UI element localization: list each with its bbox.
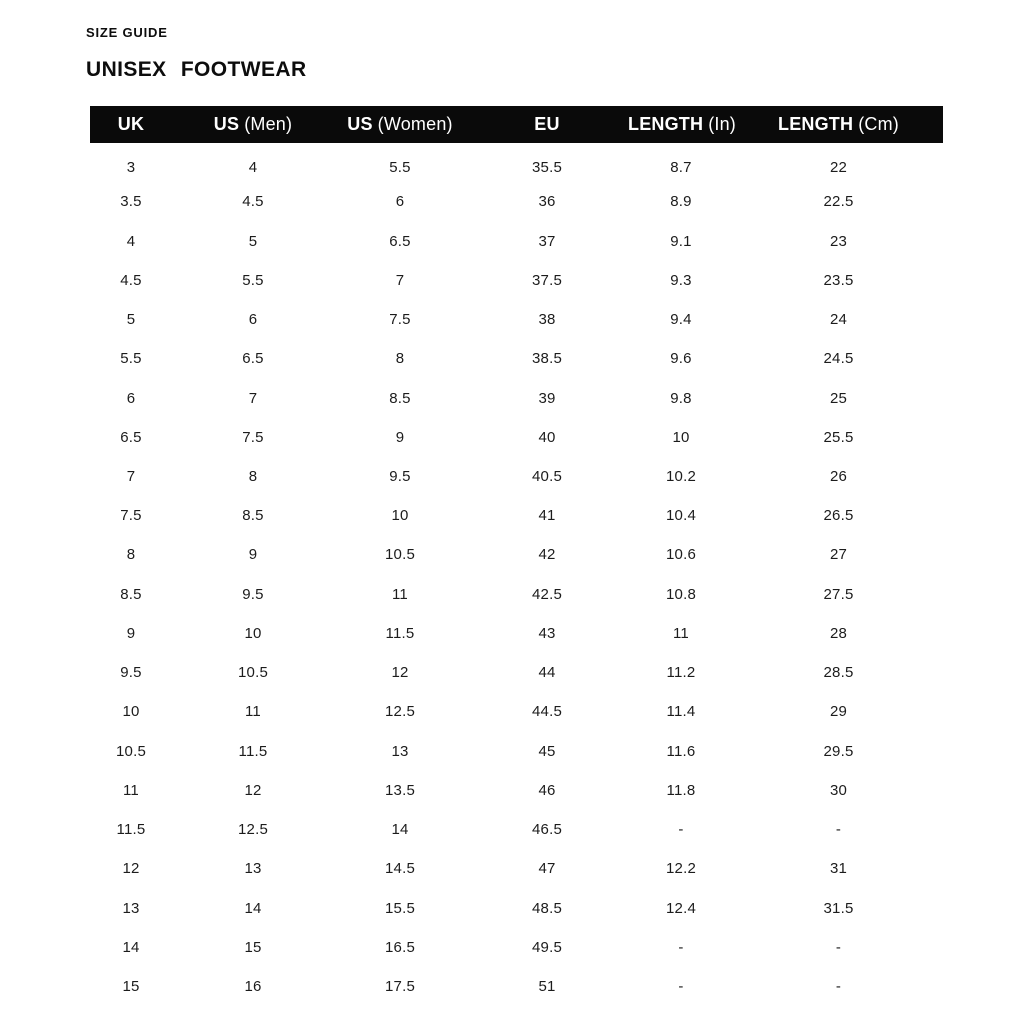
table-cell: 42 (538, 546, 556, 564)
table-cell: 40.5 (532, 467, 562, 485)
table-cell: 3 (126, 158, 136, 176)
table-cell: 9.5 (242, 585, 264, 603)
table-cell: - (678, 938, 684, 956)
table-cell: 9 (248, 546, 258, 564)
table-cell: 12.4 (666, 899, 696, 917)
table-cell: 3.5 (120, 193, 142, 211)
table-cell: 8 (395, 350, 405, 368)
table-cell: 11 (245, 703, 261, 721)
table-cell: 7 (395, 271, 405, 289)
column-header-eu (466, 106, 628, 143)
table-cell: 4.5 (242, 193, 264, 211)
table-cell: 43 (538, 624, 556, 642)
table-cell: 5 (126, 311, 136, 329)
table-cell: 38.5 (532, 350, 562, 368)
table-cell: 42.5 (532, 585, 562, 603)
table-cell: 6.5 (242, 350, 264, 368)
table-cell: 22.5 (823, 193, 854, 211)
table-cell: 39 (538, 389, 556, 407)
table-row (90, 692, 943, 731)
table-cell: 23 (829, 232, 848, 250)
column-header-us-men (172, 106, 334, 143)
table-cell: 8.5 (389, 389, 411, 407)
table-row (90, 418, 943, 457)
table-cell: 15.5 (385, 899, 415, 917)
table-cell: 10 (391, 507, 409, 525)
size-table (90, 106, 943, 1006)
table-cell: 12 (122, 860, 140, 878)
table-cell: 6 (395, 193, 405, 211)
table-cell: 11.6 (666, 742, 696, 760)
table-cell: 9.8 (670, 389, 692, 407)
table-cell: 11 (673, 624, 689, 642)
table-cell: 28 (829, 624, 848, 642)
table-cell: 6.5 (120, 428, 142, 446)
table-row (90, 810, 943, 849)
table-row (90, 928, 943, 967)
table-cell: 10 (122, 703, 140, 721)
table-cell: 45 (538, 742, 556, 760)
table-row (90, 143, 943, 182)
table-cell: 44.5 (532, 703, 562, 721)
table-cell: 10.6 (666, 546, 696, 564)
table-cell: 27.5 (823, 585, 854, 603)
table-cell: 9.3 (670, 271, 692, 289)
table-row (90, 182, 943, 221)
table-cell: 10.5 (238, 664, 268, 682)
table-cell: 5.5 (389, 158, 411, 176)
table-cell: 8 (126, 546, 136, 564)
column-header-suffix: (Cm) (858, 114, 899, 134)
table-cell: 29.5 (823, 742, 854, 760)
table-cell: 17.5 (385, 978, 415, 996)
table-cell: 14 (391, 821, 409, 839)
table-row (90, 575, 943, 614)
table-cell: 11.2 (666, 664, 696, 682)
column-header-length-cm (734, 106, 943, 143)
table-cell: 29 (829, 703, 848, 721)
table-cell: 37 (538, 232, 556, 250)
table-row (90, 614, 943, 653)
table-cell: 10.5 (116, 742, 146, 760)
column-header-strong: UK (117, 114, 145, 134)
table-cell: 15 (244, 938, 262, 956)
table-cell: - (678, 821, 684, 839)
column-header-us-women (334, 106, 466, 143)
table-cell: 7.5 (120, 507, 142, 525)
table-cell: 15 (122, 978, 140, 996)
size-table-header (90, 106, 943, 143)
table-cell: 51 (538, 978, 556, 996)
table-cell: 11.4 (666, 703, 696, 721)
table-cell: 11.5 (116, 821, 146, 839)
table-cell: 40 (538, 428, 556, 446)
table-cell: 13 (244, 860, 262, 878)
table-cell: 25 (829, 389, 848, 407)
table-cell: 47 (538, 860, 556, 878)
table-row (90, 300, 943, 339)
table-row (90, 653, 943, 692)
table-cell: 12.2 (666, 860, 696, 878)
table-cell: 44 (538, 664, 556, 682)
table-cell: 48.5 (532, 899, 562, 917)
table-cell: 38 (538, 311, 556, 329)
table-cell: 35.5 (532, 158, 562, 176)
table-cell: 49.5 (532, 938, 562, 956)
table-cell: 6 (126, 389, 136, 407)
table-cell: 9 (126, 624, 136, 642)
table-row (90, 378, 943, 417)
column-header-strong: EU (534, 114, 560, 134)
table-cell: 13 (122, 899, 140, 917)
table-cell: 23.5 (823, 271, 854, 289)
table-row (90, 849, 943, 888)
table-cell: 25.5 (823, 428, 854, 446)
header-row (90, 106, 943, 143)
table-cell: 9.6 (670, 350, 692, 368)
table-cell: 10 (244, 624, 262, 642)
table-cell: 6.5 (389, 232, 411, 250)
table-cell: - (835, 821, 842, 839)
table-cell: 26 (829, 467, 848, 485)
table-cell: 7.5 (242, 428, 264, 446)
table-cell: 11.8 (666, 781, 696, 799)
table-cell: 8.5 (120, 585, 142, 603)
table-cell: 8.9 (670, 193, 692, 211)
table-cell: 46 (538, 781, 556, 799)
table-cell: 7 (126, 467, 136, 485)
table-cell: 10.2 (666, 467, 696, 485)
table-cell: 16 (244, 978, 262, 996)
table-cell: 14 (122, 938, 140, 956)
table-cell: 36 (538, 193, 556, 211)
table-cell: 6 (248, 311, 258, 329)
table-cell: 16.5 (385, 938, 415, 956)
table-cell: 4 (126, 232, 136, 250)
table-cell: 11 (392, 585, 408, 603)
table-cell: 37.5 (532, 271, 562, 289)
table-row (90, 221, 943, 260)
table-cell: 22 (829, 158, 848, 176)
table-cell: 5.5 (242, 271, 264, 289)
table-cell: 8 (248, 467, 258, 485)
table-cell: 11 (123, 781, 139, 799)
table-cell: 9.5 (120, 664, 142, 682)
table-cell: 10.8 (666, 585, 696, 603)
table-cell: 24 (829, 311, 848, 329)
table-cell: - (835, 938, 842, 956)
column-header-suffix: (Men) (244, 114, 293, 134)
column-header-suffix: (In) (708, 114, 737, 134)
table-cell: 9.1 (670, 232, 692, 250)
table-cell: 8.5 (242, 507, 264, 525)
table-cell: - (835, 978, 842, 996)
table-cell: 12 (391, 664, 409, 682)
table-cell: 5 (248, 232, 258, 250)
column-header-strong: US (213, 114, 240, 134)
page-title: UNISEX FOOTWEAR (86, 58, 307, 81)
table-row (90, 261, 943, 300)
size-table-body (90, 143, 943, 1006)
table-cell: 4.5 (120, 271, 142, 289)
table-cell: 12.5 (385, 703, 415, 721)
column-header-strong: US (347, 114, 373, 134)
table-cell: 41 (538, 507, 556, 525)
table-row (90, 967, 943, 1006)
table-cell: 10.4 (666, 507, 696, 525)
table-cell: 7 (248, 389, 258, 407)
table-cell: 7.5 (389, 311, 411, 329)
table-cell: 24.5 (823, 350, 854, 368)
table-cell: 28.5 (823, 664, 854, 682)
eyebrow-label: SIZE GUIDE (86, 25, 168, 40)
table-cell: 14.5 (385, 860, 415, 878)
table-cell: 9 (395, 428, 405, 446)
column-header-strong: LENGTH (628, 114, 704, 134)
column-header-length-in (628, 106, 737, 143)
table-cell: 13.5 (385, 781, 415, 799)
table-cell: 31 (829, 860, 848, 878)
table-cell: 11.5 (238, 742, 268, 760)
table-row (90, 771, 943, 810)
table-row (90, 457, 943, 496)
table-cell: 31.5 (823, 899, 854, 917)
table-cell: 10 (672, 428, 690, 446)
column-header-suffix: (Women) (377, 114, 453, 134)
table-row (90, 732, 943, 771)
table-cell: 14 (244, 899, 262, 917)
table-cell: 12.5 (238, 821, 268, 839)
table-cell: 30 (829, 781, 848, 799)
table-cell: 5.5 (120, 350, 142, 368)
table-cell: 46.5 (532, 821, 562, 839)
table-cell: 13 (391, 742, 409, 760)
table-cell: 26.5 (823, 507, 854, 525)
table-row (90, 496, 943, 535)
table-cell: 9.4 (670, 311, 692, 329)
table-row (90, 339, 943, 378)
table-cell: 12 (244, 781, 262, 799)
table-row (90, 888, 943, 927)
table-cell: 8.7 (670, 158, 692, 176)
table-cell: 9.5 (389, 467, 411, 485)
column-header-strong: LENGTH (778, 114, 854, 134)
table-cell: 11.5 (385, 624, 415, 642)
table-cell: 27 (829, 546, 848, 564)
table-cell: - (678, 978, 684, 996)
table-cell: 4 (248, 158, 258, 176)
table-row (90, 535, 943, 574)
column-header-uk (90, 106, 172, 143)
table-cell: 10.5 (385, 546, 415, 564)
